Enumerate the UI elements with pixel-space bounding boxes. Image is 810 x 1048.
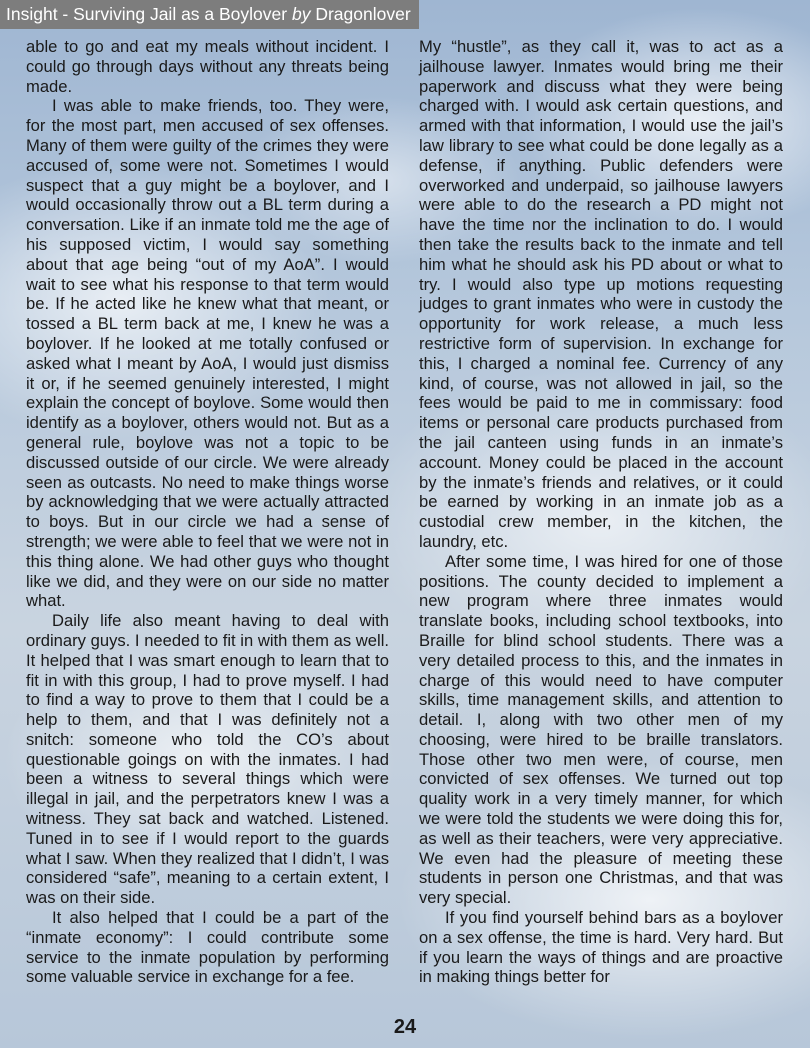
running-header bbox=[0, 0, 419, 29]
paragraph: After some time, I was hired for one of those positions. The county decided to implement a new program where three inmates would translate books, including school textbooks, into Braille for blind school students. There was a very detailed process to this, and the inmates in charge of this would need to have computer skills, time management skills, and attention to detail. I, along with two other men of my choosing, were hired to be braille translators. Those other two men were, of course, men convicted of sex offenses. We turned out top quality work in a very timely manner, for which we were told the students we were doing this for, as well as their teachers, were very appreciative. We even had the pleasure of meeting these students in person one Christmas, and that was very special. bbox=[419, 551, 783, 908]
paragraph: I was able to make friends, too. They were, for the most part, men accused of sex offenses. Many of them were guilty of the crimes they were accused of, some were not. Sometimes I would suspect that a guy might be a boylover, and I would occasionally throw out a BL term during a conversation. Like if an inmate told me the age of his supposed victim, I would say something about that age being “out of my AoA”. I would wait to see what his response to that term would be. If he acted like he knew what that meant, or tossed a BL term back at me, I knew he was a boylover. If he looked at me totally confused or asked what I meant by AoA, I would just dismiss it or, if he seemed genuinely interested, I might explain the concept of boylove. Some would then identify as a boylover, others would not. But as a general rule, boylove was not a topic to be discussed outside of our circle. We were already seen as outcasts. No need to make things worse by acknowledging that we were actually attracted to boys. But in our circle we had a sense of strength; we were able to feel that we were not in this thing alone. We had other guys who thought like we did, and they were on our side no matter what. bbox=[26, 96, 389, 611]
header-title: Insight - Surviving Jail as a Boylover bbox=[6, 4, 292, 24]
right-column bbox=[419, 37, 783, 987]
page-number: 24 bbox=[393, 1016, 417, 1038]
header-by: by bbox=[291, 4, 311, 24]
paragraph: Daily life also meant having to deal with ordinary guys. I needed to fit in with them as well. It helped that I was smart enough to learn that to fit in with this group, I had to prove myself. I had to find a way to prove to them that I could be a help to them, and that I was definitely not a snitch: someone who told the CO’s about questionable goings on with the inmates. I had been a witness to several things which were illegal in jail, and the perpetrators knew I was a witness. They sat back and watched. Listened. Tuned in to see if I would report to the guards what I saw. When they realized that I didn’t, I was considered “safe”, meaning to a certain extent, I was on their side. bbox=[26, 611, 389, 908]
paragraph: My “hustle”, as they call it, was to act as a jailhouse lawyer. Inmates would bring me their paperwork and discuss what they were being charged with. I would ask certain questions, and armed with that information, I would use the jail’s law library to see what could be done legally as a defense, if anything. Public defenders were overworked and underpaid, so jailhouse lawyers were able to do the research a PD might not have the time nor the inclination to do. I would then take the results back to the inmate and tell him what he should ask his PD about or what to try. I would also type up motions requesting judges to grant inmates who were in custody the opportunity for work release, a much less restrictive form of supervision. In exchange for this, I charged a nominal fee. Currency of any kind, of course, was not allowed in jail, so the fees would be paid to me in commissary: food items or personal care products purchased from the jail canteen using funds in an inmate’s account. Money could be placed in the account by the inmate’s friends and relatives, or it could be earned by working in an inmate job as a custodial crew member, in the kitchen, the laundry, etc. bbox=[419, 37, 783, 551]
header-author: Dragonlover bbox=[310, 4, 411, 24]
left-column bbox=[26, 37, 389, 987]
paragraph: If you find yourself behind bars as a boylover on a sex offense, the time is hard. Very hard. But if you learn the ways of things and are proactive in making things better for bbox=[419, 908, 783, 987]
paragraph: It also helped that I could be a part of the “inmate economy”: I could contribute some service to the inmate population by performing some valuable service in exchange for a fee. bbox=[26, 908, 389, 987]
paragraph: able to go and eat my meals without incident. I could go through days without any threats being made. bbox=[26, 37, 389, 96]
